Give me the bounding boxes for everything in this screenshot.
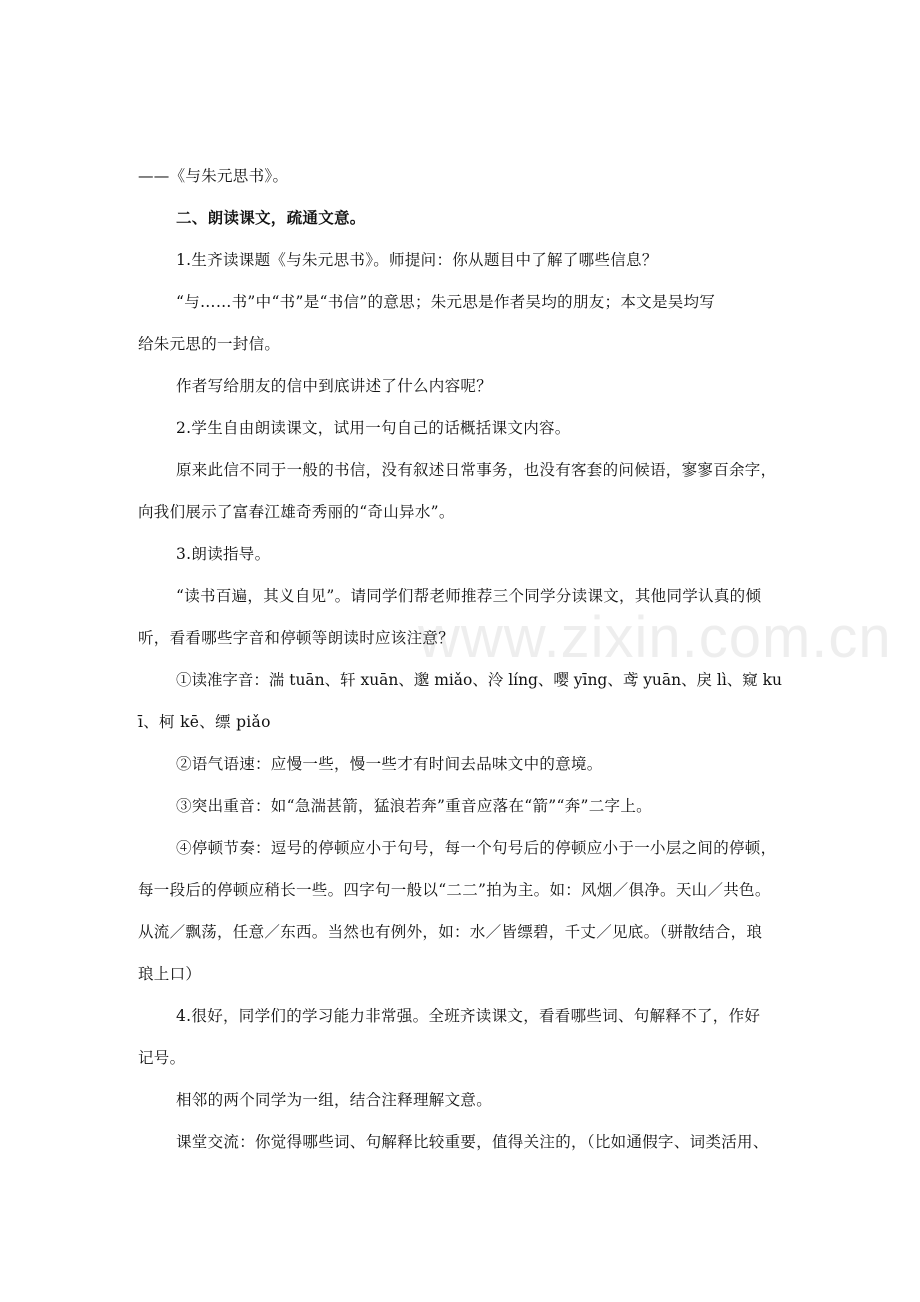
section-heading: 二、朗读课文，疏通文意。 xyxy=(176,208,366,227)
text-line-6: 作者写给朋友的信中到底讲述了什么内容呢？ xyxy=(176,377,493,395)
text-line-18: 每一段后的停顿应稍长一些。四字句一般以“二二”拍为主。如：风烟／俱净。天山／共色。 xyxy=(138,881,771,899)
text-line-17: ④停顿节奏：逗号的停顿应小于句号，每一个句号后的停顿应小于一小层之间的停顿， xyxy=(176,839,777,857)
text-line-16: ③突出重音：如“急湍甚箭，猛浪若奔”重音应落在“箭”“奔”二字上。 xyxy=(176,797,652,815)
text-line-15: ②语气语速：应慢一些，慢一些才有时间去品味文中的意境。 xyxy=(176,755,603,773)
text-line-7: 2.学生自由朗读课文，试用一句自己的话概括课文内容。 xyxy=(176,419,571,437)
text-line-12: 听，看看哪些字音和停顿等朗读时应该注意？ xyxy=(138,629,455,647)
text-line-9: 向我们展示了富春江雄奇秀丽的“奇山异水”。 xyxy=(138,503,455,521)
text-line-19: 从流／飘荡，任意／东西。当然也有例外，如：水／皆缥碧，千丈／见底。（骈散结合，琅 xyxy=(138,923,763,941)
text-line-21: 4.很好，同学们的学习能力非常强。全班齐读课文，看看哪些词、句解释不了，作好 xyxy=(176,1007,761,1025)
text-line-23: 相邻的两个同学为一组，结合注释理解文意。 xyxy=(176,1091,493,1109)
text-line-8: 原来此信不同于一般的书信，没有叙述日常事务，也没有客套的问候语，寥寥百余字， xyxy=(176,461,777,479)
text-line-3: 1.生齐读课题《与朱元思书》。师提问：你从题目中了解了哪些信息？ xyxy=(176,251,658,269)
watermark: www.zixin.com.cn xyxy=(418,605,892,670)
text-line-5: 给朱元思的一封信。 xyxy=(138,335,281,353)
text-line-22: 记号。 xyxy=(138,1049,186,1067)
text-line-14: ī、柯 kē、缥 piǎo xyxy=(138,713,271,731)
text-line-11: “读书百遍，其义自见”。请同学们帮老师推荐三个同学分读课文，其他同学认真的倾 xyxy=(176,587,762,605)
text-line-13: ①读准字音：湍 tuān、轩 xuān、邈 miǎo、泠 líng、嘤 yīng、鸢 yuān、戾 lì、窥 ku xyxy=(176,671,782,689)
text-line-10: 3.朗读指导。 xyxy=(176,545,271,563)
text-line-1: ——《与朱元思书》。 xyxy=(138,167,289,185)
text-line-24: 课堂交流：你觉得哪些词、句解释比较重要，值得关注的，（比如通假字、词类活用、 xyxy=(176,1133,769,1151)
text-line-4: “与……书”中“书”是“书信”的意思；朱元思是作者吴均的朋友；本文是吴均写 xyxy=(176,293,716,311)
text-line-20: 琅上口） xyxy=(138,965,202,983)
